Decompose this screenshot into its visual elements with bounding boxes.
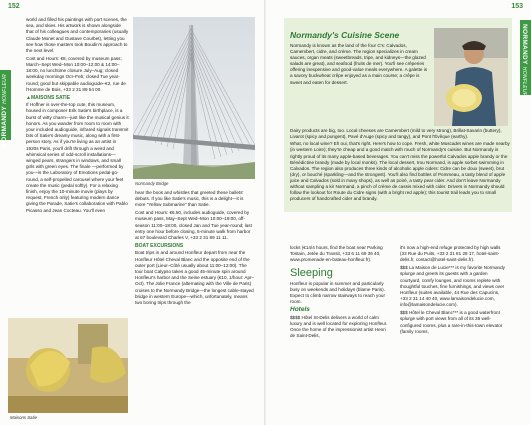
section-heading-sleeping: Sleeping: [290, 266, 333, 279]
sidebar-intro: [290, 43, 430, 87]
right-column-1: [290, 245, 388, 341]
paragraph: Cost and Hours: €8, covered by museum pass; March–Sept Wed–Mon 10:00–12:00 & 14:00–18:00, no lunchtime closure July–Aug; closed weekday mornings Oct–Feb; closed Tue year-round; good but skippable audioguide–€2, rue de l'Homme de Bois, +33 2 31 89 54 00.: [26, 55, 126, 92]
left-page: [0, 0, 265, 425]
sidebar-title: Normandy's Cuisine Scene: [290, 30, 400, 40]
satie-photo: [8, 318, 128, 413]
side-tab-label: NORMANDY HONFLEUR: [1, 74, 8, 147]
paragraph: What, no local wine? Eh oui, that's right. Here's how to cope. Fresh, white Muscadet wines are made nearby (in western Loire); they're cheap and a good match with much of Normandy's cuisine. But Normandy is rightly proud of its many apple-based beverages. You can't miss the powerful Calvados apple brandy or the Bénédictine brandy (made by local monks). The local dessert, trou Normand, is apple sorbet swimming in Calvados. The region also produces three kinds of alcoholic apple ciders: Cidre can be doux (sweet), brut (dry), or bouché (sparkling—and the strongest). You'll also find bottles of Pommeau, a tasty blend of apple juice and Calvados (sold in many shops), as well as poiré, a tasty pear cider. And don't leave Normandy without sampling a kir Normand, a pinch of crème de cassis mixed with cider. Drivers in Normandy should follow the lookout for Route du Cidre signs (with a bright red apple); this tourist trail leads you to small producers of handcrafted cider and brandy.: [290, 141, 510, 202]
page-number: 152: [8, 3, 20, 10]
paragraph: $$$ Hôtel le Cheval Blanc*** is a good waterfront splurge with port views from all of its 35 well-configured rooms, plus a rare-in-this-town elevator (family rooms,: [400, 310, 503, 334]
side-tab-label: NORMANDY HONFLEUR: [521, 24, 528, 97]
section-heading: ▲MAISONS SATIE: [26, 95, 71, 102]
paragraph: Honfleur is popular in summer and particularly busy on weekends and holidays (blame Paris). Expect to climb narrow stairways to reach your room.: [290, 280, 385, 305]
photo-caption: Maisons Satie: [10, 415, 37, 420]
paragraph: world and filled his paintings with port scenes, the sea, and skies. His artwork is shown alongside that of his colleagues and contemporaries (usually Claude Monet and Gustave Courbet), letting you see how those masters took Boudin's approach to the next level.: [26, 17, 129, 54]
right-column-2: [400, 245, 508, 337]
paragraph: Boat trips in and around Honfleur depart from near the Honfleur Hôtel Cheval Blanc and the opposite end of the outer port (Lieur–Côté usually about 11:00–12:00). The tour boat Calypso takes a good 45-minute spin around Honfleur's harbor and the Seine estuary (€10, 1/hour: Apr–Oct). The Jolie France (alternating with the Ville de Paris) cruises to the Normandy Bridge—the longest cable-stayed bridge in western Europe—which, unfortunately, means two boring trips through the: [135, 250, 255, 306]
page-number: 153: [511, 3, 523, 10]
paragraph: it's now a high-end refuge protected by high walls (33 Rue du Puits, +33 2 31 81 28 17, hotel-saint-delis.fr, contact@hotel-saint-delis.fr).: [400, 245, 501, 263]
paragraph: Dairy products are big, too. Local cheeses are Camembert (mild to very strong), Brillat-Savarin (buttery), Livarot (spicy and pungent), Pavé d'Auge (spicy and tangy), and Pont l'Évêque (earthy).: [290, 128, 502, 140]
left-column-2: [135, 190, 255, 308]
paragraph: Cost and Hours: €6.50, includes audioguide, covered by museum pass, May–Sept Wed–Mon 10:00–19:00, off-season 11:00–18:00, closed Jan and Tue year-round; last entry one hour before closing, 5-minute walk from harbor at 67 boulevard Charles V, +33 2 31 89 11 11.: [135, 210, 252, 241]
paragraph: locks (€14/4 hours, find the boat near Parking Tostain, Jetée du Transit, +33 6 11 69 36 40, www.promenade-en-bateau-honfleur.fr).: [290, 245, 383, 263]
paragraph: hear the boos and whistles that greeted these ballets' debuts. If you like Satie's music, this is a delight—it is more "Yellow Submarine" than Satie.: [135, 190, 244, 208]
side-tab: [520, 20, 531, 95]
paragraph: $$$ La Maison de Lucie*** is my favorite Normandy splurge and greets its guests with a garden courtyard, comfy lounges, and rooms replete with thoughtful touches, fine furnishings, and views over Honfleur (suites available, 44 Rue des Capucins, +33 2 31 14 40 40, www.lamaisondelucie.com, info@lamaisondelucie.com).: [400, 265, 505, 308]
side-tab: [0, 70, 11, 147]
paragraph: Normandy is known as the land of the four C's: Calvados, Camembert, cidre, and crème. The region specializes in cream sauces, organ meats (sweetbreads, tripe, and kidneys—the glazed salads are great), and seafood (fruits de mer). You'll see crêperies offering inexpensive and good-value meals everywhere. A galette is a savory buckwheat crêpe enjoyed as a main course; a crêpe is sweet and eaten for dessert.: [290, 43, 428, 85]
photo-caption: Normandy Bridge: [135, 181, 169, 186]
paragraph: $$$$ Hôtel St-Delis delivers a world of calm luxury and is well located for exploring Honfleur. Once the home of the impressionist artist Henri de Saint-Delis,: [290, 314, 388, 339]
left-column-1: [26, 17, 129, 215]
paragraph: If Hoffner is over-the-top cute, this museum, housed in composer Erik Satie's birthplace, is a burst of witty charm—just like the musical genius it honors. As you wander from room to room with your included audioguide, infrared signals transmit bits of Satie's dreamy music, along with a first-person story. As if you're living as an artist in 1920s Paris, you'll drift through a weird and whimsical series of odd-scroll installations—winged pears, strangers in windows, and small girls with green eyes. The finale —performed by you—is the Laboratory of Emotions pedal-go-round, a self-propelled carousel where your feet create the music (pedal softly). For a relaxing finish, enjoy the 10-minute movie (plays by request, French only) featuring modern dance giving the Parade, Satie's collaboration with Pablo Picasso and Jean Cocteau. You'll even: [26, 102, 129, 213]
chef-photo: [434, 28, 508, 126]
section-heading: BOAT EXCURSIONS: [135, 243, 184, 250]
bridge-photo: [133, 17, 255, 179]
sidebar-body: [290, 128, 510, 204]
section-heading-hotels: Hotels: [290, 306, 310, 314]
